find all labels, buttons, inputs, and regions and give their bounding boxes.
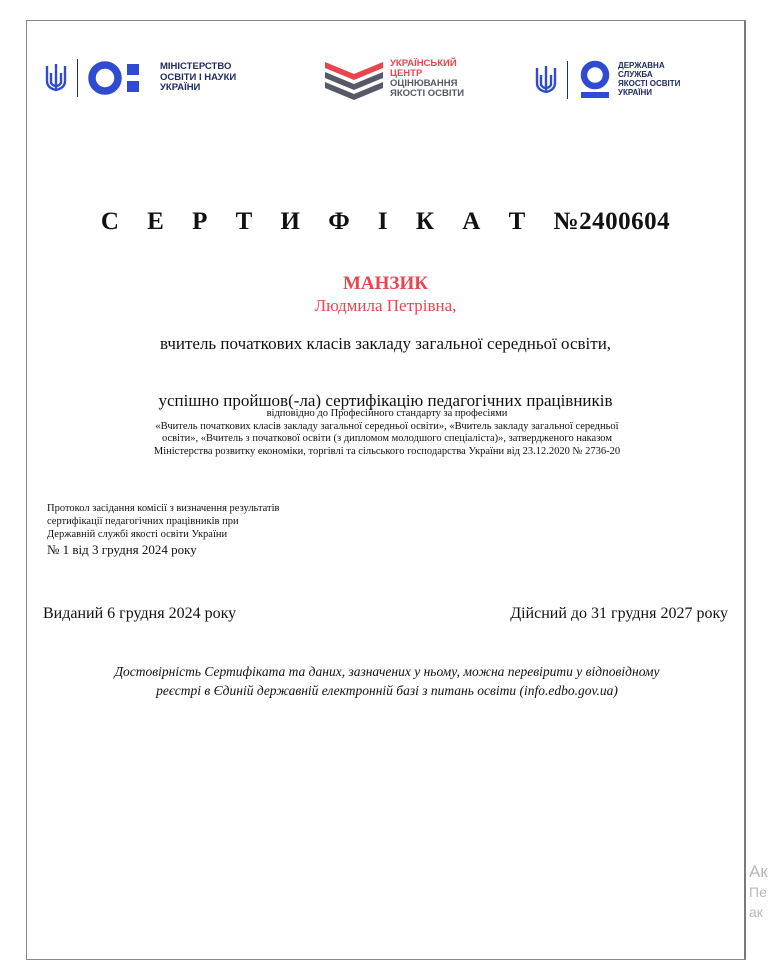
mon-logo <box>43 59 236 97</box>
verification-line: Достовірність Сертифіката та даних, зазначених у ньому, можна перевірити у відповідному <box>114 664 660 679</box>
standard-line: освіти», «Вчитель з початкової освіти (з дипломом молодшого спеціаліста)», затвердженого наказом <box>162 433 612 444</box>
mon-logo-line: ОСВІТИ І НАУКИ <box>160 71 237 83</box>
protocol-line: сертифікації педагогічних працівників при <box>47 516 239 527</box>
sqe-logo <box>533 59 680 101</box>
sqe-logo-line: ЯКОСТІ ОСВІТИ <box>618 79 681 88</box>
standard-line: Міністерства розвитку економіки, торгівлі та сільського господарства України від 23.12.2020 № 2736-20 <box>153 445 621 457</box>
mon-logo-line: МІНІСТЕРСТВО <box>160 61 232 73</box>
certification-statement: успішно пройшов(-ла) сертифікацію педагогічних працівників <box>158 391 613 410</box>
ucoya-logo <box>323 54 464 104</box>
professional-standard-text <box>87 408 687 458</box>
certificate-page <box>26 20 746 960</box>
mon-logo-line: УКРАЇНИ <box>160 82 201 94</box>
protocol-line: Протокол засідання комісії з визначення результатів <box>47 503 280 514</box>
watermark-line: ак <box>749 904 763 920</box>
ucoya-logo-line: ОЦІНЮВАННЯ <box>390 78 458 89</box>
sqe-logo-line: УКРАЇНИ <box>618 87 653 97</box>
watermark-line: Ак <box>749 862 768 881</box>
mon-logo-text <box>160 62 236 94</box>
verification-note <box>47 662 727 700</box>
activation-watermark <box>749 862 768 922</box>
valid-until-date: Дійсний до 31 грудня 2027 року <box>510 605 728 622</box>
sqe-mark-icon <box>576 59 614 101</box>
certificate-header <box>27 21 744 131</box>
certificate-title-word: С Е Р Т И Ф І К А Т <box>100 208 537 235</box>
standard-line: «Вчитель початкових класів закладу загальної середньої освіти», «Вчитель закладу загальної середньої <box>155 420 619 432</box>
book-icon <box>323 54 385 104</box>
trident-icon <box>43 61 69 95</box>
mon-mark-icon <box>86 59 156 97</box>
verification-line: реєстрі в Єдиній державній електронній базі з питань освіти (info.edbo.gov.ua) <box>156 683 618 698</box>
ucoya-logo-line: ЦЕНТР <box>390 67 423 79</box>
protocol-number-date: № 1 від 3 грудня 2024 року <box>47 542 197 557</box>
ucoya-logo-line: ЯКОСТІ ОСВІТИ <box>390 88 465 100</box>
certificate-number: №2400604 <box>553 208 671 235</box>
trident-icon <box>533 63 559 97</box>
issue-date: Виданий 6 грудня 2024 року <box>43 605 237 622</box>
watermark-line: Пе <box>749 884 767 900</box>
ucoya-logo-text <box>390 59 464 100</box>
ucoya-logo-line: УКРАЇНСЬКИЙ <box>390 57 457 69</box>
sqe-logo-line: ДЕРЖАВНА <box>618 61 665 71</box>
protocol-block <box>47 502 427 558</box>
holder-position: вчитель початкових класів закладу загальної середньої освіти, <box>159 334 612 353</box>
sqe-logo-text <box>618 62 680 98</box>
holder-given-names: Людмила Петрівна, <box>314 296 457 315</box>
certificate-title <box>27 208 744 236</box>
holder-surname: МАНЗИК <box>342 273 429 294</box>
protocol-line: Державній службі якості освіти України <box>47 529 228 540</box>
standard-line: відповідно до Професійного стандарту за професіями <box>266 408 508 419</box>
sqe-logo-line: СЛУЖБА <box>618 70 653 80</box>
